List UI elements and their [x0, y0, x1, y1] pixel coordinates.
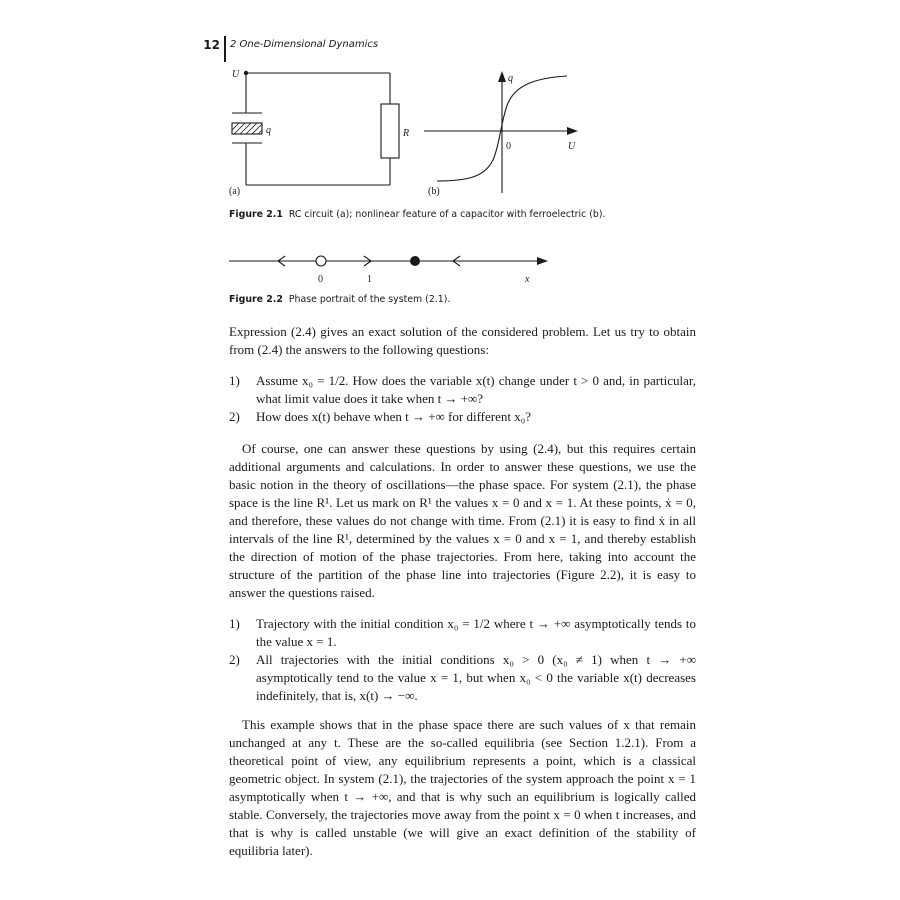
- questions-list: [229, 372, 696, 426]
- figure-2-1-text: RC circuit (a); nonlinear feature of a capacitor with ferroelectric (b).: [288, 209, 606, 220]
- equilibria-paragraph: This example shows that in the phase space there are such values of x that remain unchanged at any t. These are the so-called equilibria (see Section 1.2.1). From a theoretical point of view, any equilibrium represents a point, which is a classical geometric object. In system (2.1), the trajectories of the system approach the point x = 1 asymptotically when t → +∞, and that is why such an equilibrium is logically called stable. Conversely, the trajectories move away from the point x = 0 when t increases, and that is why is called unstable (we will give an exact definition of the stability of equilibria later).: [229, 717, 696, 858]
- tick-label-1: 1: [367, 274, 372, 285]
- tick-label-0: 0: [318, 274, 323, 285]
- figure-2-2-caption: [229, 294, 450, 305]
- phase-space-paragraph: Of course, one can answer these questions by using (2.4), but this requires certain additional arguments and calculations. In order to answer these questions, we use the basic notion in the theory of oscillations—the phase space. For system (2.1), the phase space is the line R¹. Let us mark on R¹ the values x = 0 and x = 1. At these points, ẋ = 0, and therefore, these values do not change with time. From (2.1) it is easy to find ẋ in all intervals of the line R¹, determined by the values x = 0 and x = 1, and thereby establish the direction of motion of the phase trajectories. From here, taking into account the structure of the partition of the phase line into trajectories (Figure 2.2), it is easy to answer the questions raised.: [229, 441, 696, 600]
- figure-2-2-number: Figure 2.2: [229, 294, 283, 305]
- panel-a-label: (a): [229, 186, 241, 197]
- list-item: 1) Assume x₀ = 1/2. How does the variable x(t) change under t > 0 and, in particular, what limit value does it take when t → +∞?: [229, 373, 696, 406]
- figure-2-2-text: Phase portrait of the system (2.1).: [288, 294, 451, 305]
- resistor-label: R: [403, 128, 410, 139]
- voltage-label: U: [232, 69, 240, 80]
- list-item: 2) How does x(t) behave when t → +∞ for different x₀?: [229, 409, 532, 424]
- stable-equilibrium: [410, 256, 420, 266]
- x-axis-label: U: [568, 141, 576, 152]
- answers-list: [229, 615, 696, 705]
- charge-label: q: [266, 125, 271, 136]
- page-number: 12: [203, 38, 220, 52]
- axis-arrowhead: [537, 257, 548, 265]
- list-item: 1) Trajectory with the initial condition x₀ = 1/2 where t → +∞ asymptotically tends to the value x = 1.: [229, 616, 696, 649]
- axis-label-x: x: [525, 274, 530, 285]
- figure-2-1-number: Figure 2.1: [229, 209, 283, 220]
- list-item: 2) All trajectories with the initial conditions x₀ > 0 (x₀ ≠ 1) when t → +∞ asymptotically tend to the value x = 1, but when x₀ < 0 the variable x(t) decreases indefinitely, that is, x(t) → −∞.: [229, 652, 696, 703]
- panel-b-label: (b): [428, 186, 440, 197]
- origin-label: 0: [506, 141, 511, 152]
- intro-paragraph: Expression (2.4) gives an exact solution of the considered problem. Let us try to obtain from (2.4) the answers to the following questions:: [229, 324, 696, 357]
- running-head: 2 One-Dimensional Dynamics: [230, 39, 379, 50]
- unstable-equilibrium: [316, 256, 326, 266]
- y-axis-label: q: [508, 73, 513, 84]
